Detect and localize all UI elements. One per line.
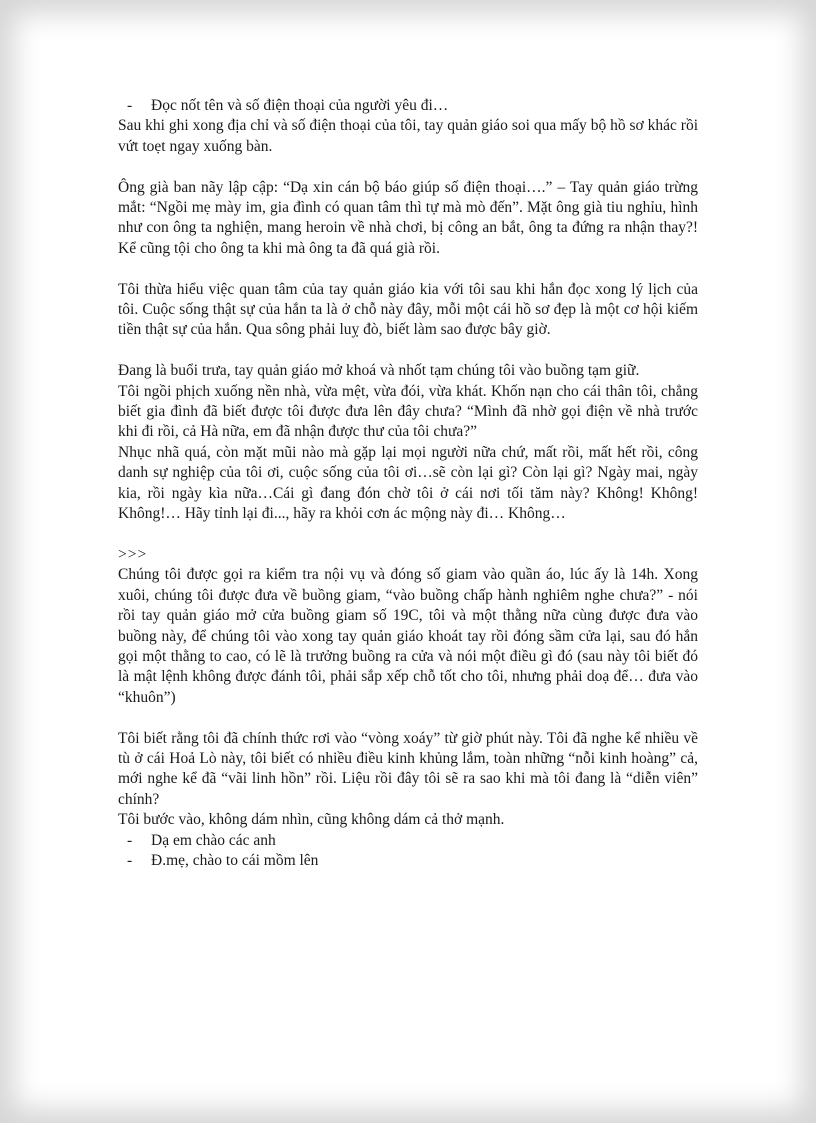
paragraph-stepping-in: Tôi bước vào, không dám nhìn, cũng không dám cả thở mạnh. — [118, 811, 505, 829]
dialogue-dash: - — [127, 97, 133, 114]
dialogue-dash: - — [127, 831, 133, 849]
paragraph-gap — [118, 259, 698, 279]
dialogue-line-greeting — [118, 831, 698, 851]
paragraph-inspection: Chúng tôi được gọi ra kiểm tra nội vụ và đóng số giam vào quần áo, lúc ấy là 14h. Xong xuôi, chúng tôi được đưa về buồng giam, “vào buồng chấp hành nghiêm nghe chưa?” - nói rồi tay quản giáo mở cửa buồng giam số 19C, tôi và một thằng nữa cùng được đưa vào buồng này, để chúng tôi vào xong tay quản giáo khoát tay rồi đóng sầm cửa lại, sau đó hắn gọi một thằng to cao, có lẽ là trưởng buồng ra cửa và nói một điều gì đó (sau này tôi biết đó là mật lệnh không được đánh tôi, phải sắp xếp chỗ tốt cho tôi, nhưng phải doạ để… đưa vào “khuôn”) — [118, 566, 698, 706]
paragraph-shame: Nhục nhã quá, còn mặt mũi nào mà gặp lại mọi người nữa chứ, mất rồi, mất hết rồi, công danh sự nghiệp của tôi ơi, cuộc sống của tôi ơi…sẽ còn lại gì? Còn lại gì? Ngày mai, ngày kia, rồi ngày kìa nữa…Cái gì đang đón chờ tôi ở cái nơi tối tăm này? Không! Không! Không!… Hãy tỉnh lại đi..., hãy ra khỏi cơn ác mộng này đi… Không… — [118, 443, 698, 523]
paragraph-address-written: Sau khi ghi xong địa chỉ và số điện thoại của tôi, tay quản giáo soi qua mấy bộ hồ sơ khác rồi vứt toẹt ngay xuống bàn. — [118, 117, 698, 155]
paragraph-gap — [118, 708, 698, 728]
dialogue-text: Đ.mẹ, chào to cái mồm lên — [151, 851, 319, 869]
section-marker: >>> — [118, 545, 148, 563]
dialogue-text: Dạ em chào các anh — [151, 831, 276, 849]
paragraph-gap — [118, 341, 698, 361]
paragraph-noon-lockup: Đang là buổi trưa, tay quản giáo mở khoá và nhốt tạm chúng tôi vào buồng tạm giữ. — [118, 362, 640, 380]
paragraph-guard-interest: Tôi thừa hiểu việc quan tâm của tay quản giáo kia với tôi sau khi hắn đọc xong lý lịch của tôi. Cuộc sống thật sự của hắn ta là ở chỗ này đây, mỗi một cái hồ sơ đẹp là một cơ hội kiếm tiền thật sự của hắn. Qua sông phải luỵ đò, biết làm sao được bây giờ. — [118, 280, 698, 339]
dialogue-dash: - — [127, 851, 133, 869]
paragraph-gap — [118, 157, 698, 177]
dialogue-line-reply — [118, 851, 698, 871]
document-body — [118, 96, 698, 871]
paragraph-gap — [118, 524, 698, 544]
dialogue-text: Đọc nốt tên và số điện thoại của người yêu đi… — [151, 97, 449, 114]
paragraph-vortex: Tôi biết rằng tôi đã chính thức rơi vào “vòng xoáy” từ giờ phút này. Tôi đã nghe kể nhiều về tù ở cái Hoả Lò này, tôi biết có nhiều điều kinh khủng lắm, toàn những “nỗi kinh hoàng” cả, mới nghe kể đã “vãi linh hồn” rồi. Liệu rồi đây tôi sẽ ra sao khi mà tôi đang là “diễn viên” chính? — [118, 729, 698, 808]
dialogue-line-opening — [118, 96, 698, 116]
paragraph-old-man: Ông già ban nãy lập cập: “Dạ xin cán bộ báo giúp số điện thoại….” – Tay quản giáo trừng mắt: “Ngồi mẹ mày im, gia đình có quan tâm thì tự mà mò đến”. Mặt ông già tiu nghỉu, hình như con ông ta nghiện, mang heroin về nhà chơi, bị công an bắt, ông ta đứng ra nhận thay?! Kể cũng tội cho ông ta khi mà ông ta đã quá già rồi. — [118, 178, 698, 257]
paragraph-sitting-down: Tôi ngồi phịch xuống nền nhà, vừa mệt, vừa đói, vừa khát. Khốn nạn cho cái thân tôi, chẳng biết gia đình đã biết được tôi được đưa lên đây chưa? “Mình đã nhờ gọi điện về nhà trước khi đi rồi, cả Hà nữa, em đã nhận được thư của tôi chưa?” — [118, 382, 698, 441]
